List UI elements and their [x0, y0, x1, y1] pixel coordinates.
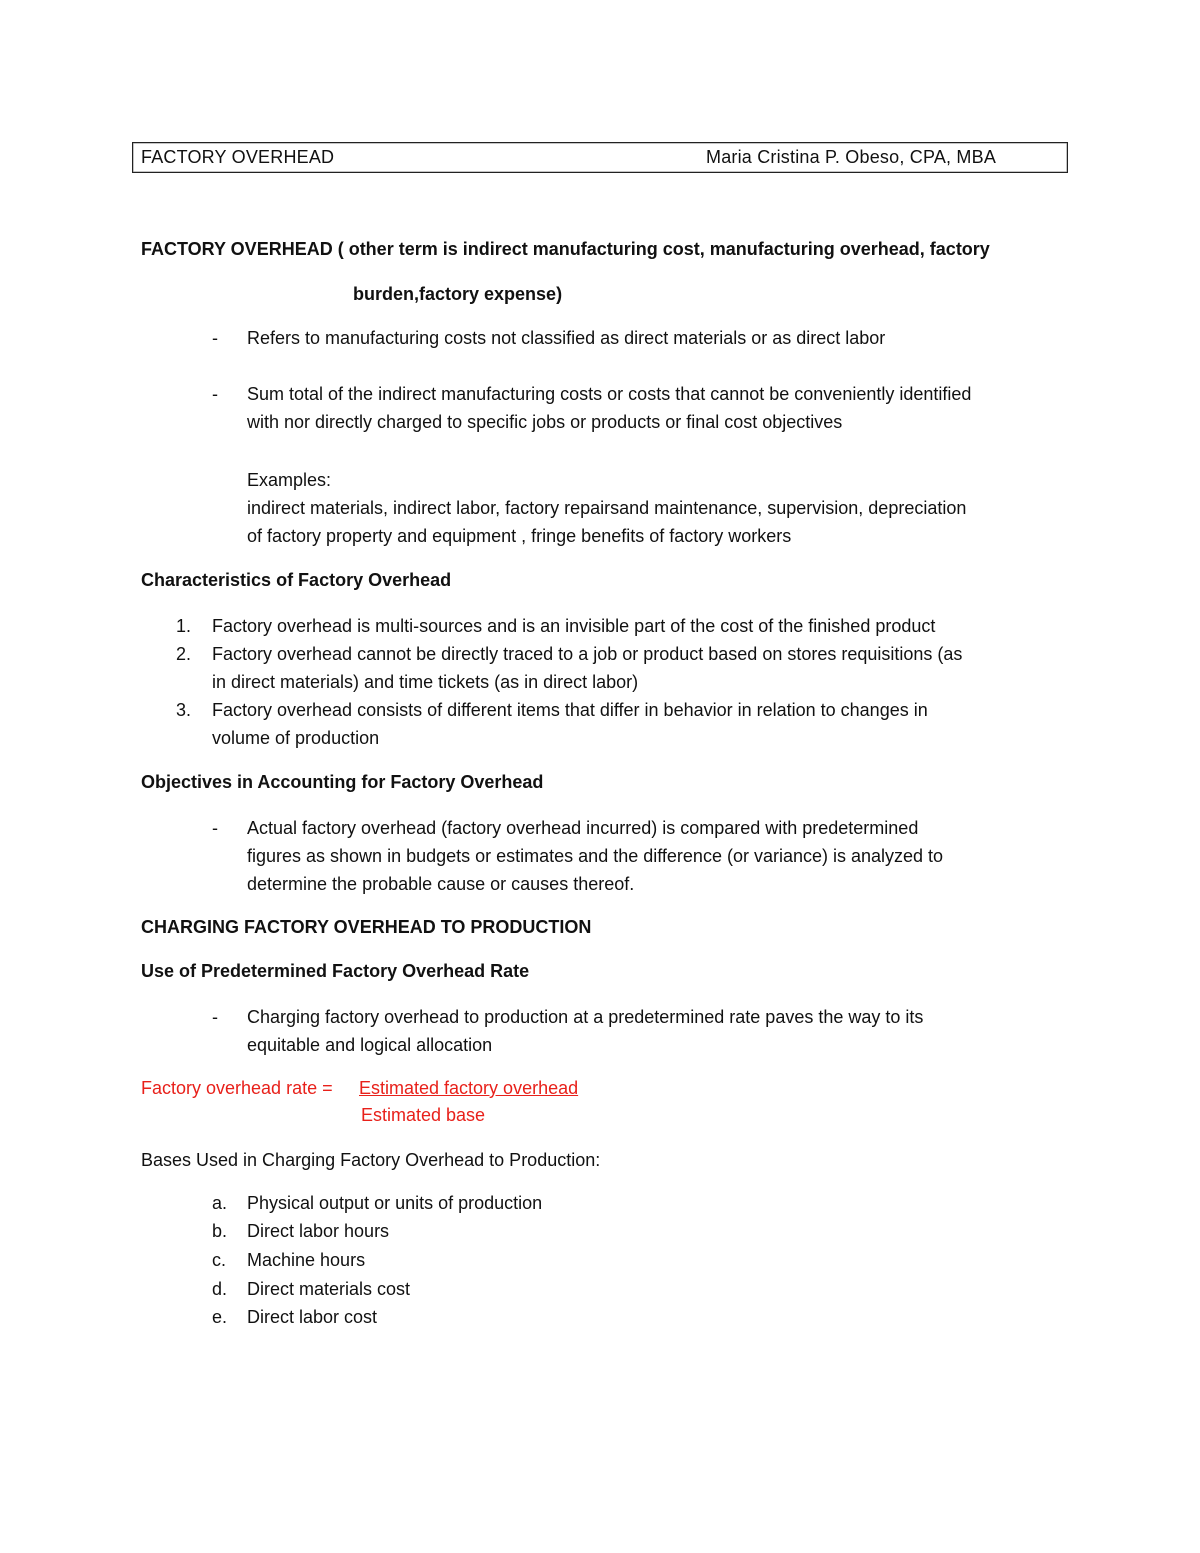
- list-number: 2.: [176, 644, 192, 664]
- header-author: Maria Cristina P. Obeso, CPA, MBA: [706, 147, 997, 167]
- definition-bullet-2-line2: with nor directly charged to specific jobs or products or final cost objectives: [247, 412, 843, 432]
- characteristic-item-3-line2: volume of production: [212, 728, 380, 748]
- list-letter: b.: [212, 1221, 228, 1241]
- list-letter: c.: [212, 1250, 227, 1270]
- bullet-dash: -: [212, 328, 218, 348]
- definition-bullet-1: Refers to manufacturing costs not classified as direct materials or as direct labor: [247, 328, 886, 348]
- formula-numerator: Estimated factory overhead: [359, 1078, 579, 1098]
- base-item-c: Machine hours: [247, 1250, 366, 1270]
- objectives-line2: figures as shown in budgets or estimates and the difference (or variance) is analyzed to: [247, 846, 944, 866]
- base-item-a: Physical output or units of production: [247, 1193, 543, 1213]
- bullet-dash: -: [212, 1007, 218, 1027]
- characteristic-item-2-line2: in direct materials) and time tickets (as in direct labor): [212, 672, 639, 692]
- examples-line1: indirect materials, indirect labor, factory repairsand maintenance, supervision, depreciation: [247, 498, 967, 518]
- formula-label: Factory overhead rate =: [141, 1078, 333, 1098]
- list-letter: a.: [212, 1193, 228, 1213]
- definition-bullet-2-line1: Sum total of the indirect manufacturing costs or costs that cannot be conveniently identified: [247, 384, 972, 404]
- characteristic-item-1: Factory overhead is multi-sources and is an invisible part of the cost of the finished product: [212, 616, 936, 636]
- base-item-e: Direct labor cost: [247, 1307, 378, 1327]
- objectives-line1: Actual factory overhead (factory overhead incurred) is compared with predetermined: [247, 818, 919, 838]
- page-title-line1: FACTORY OVERHEAD ( other term is indirect manufacturing cost, manufacturing overhead, factory: [141, 239, 990, 259]
- page-title-line2: burden,factory expense): [353, 284, 563, 304]
- characteristic-item-2-line1: Factory overhead cannot be directly traced to a job or product based on stores requisitions (as: [212, 644, 963, 664]
- charging-line2: equitable and logical allocation: [247, 1035, 493, 1055]
- characteristics-heading: Characteristics of Factory Overhead: [141, 570, 452, 590]
- list-letter: d.: [212, 1279, 228, 1299]
- characteristic-item-3-line1: Factory overhead consists of different items that differ in behavior in relation to changes in: [212, 700, 928, 720]
- charging-line1: Charging factory overhead to production at a predetermined rate paves the way to its: [247, 1007, 924, 1027]
- examples-line2: of factory property and equipment , fringe benefits of factory workers: [247, 526, 792, 546]
- list-number: 3.: [176, 700, 192, 720]
- charging-heading: CHARGING FACTORY OVERHEAD TO PRODUCTION: [141, 917, 592, 937]
- bullet-dash: -: [212, 384, 218, 404]
- formula-denominator: Estimated base: [361, 1105, 486, 1125]
- base-item-d: Direct materials cost: [247, 1279, 411, 1299]
- charging-subheading: Use of Predetermined Factory Overhead Rate: [141, 961, 530, 981]
- objectives-line3: determine the probable cause or causes thereof.: [247, 874, 635, 894]
- base-item-b: Direct labor hours: [247, 1221, 390, 1241]
- objectives-heading: Objectives in Accounting for Factory Overhead: [141, 772, 544, 792]
- header-box: [132, 142, 1068, 173]
- list-number: 1.: [176, 616, 192, 636]
- list-letter: e.: [212, 1307, 228, 1327]
- bases-heading: Bases Used in Charging Factory Overhead to Production:: [141, 1150, 601, 1170]
- examples-label: Examples:: [247, 470, 332, 490]
- bullet-dash: -: [212, 818, 218, 838]
- header-title: FACTORY OVERHEAD: [141, 147, 335, 167]
